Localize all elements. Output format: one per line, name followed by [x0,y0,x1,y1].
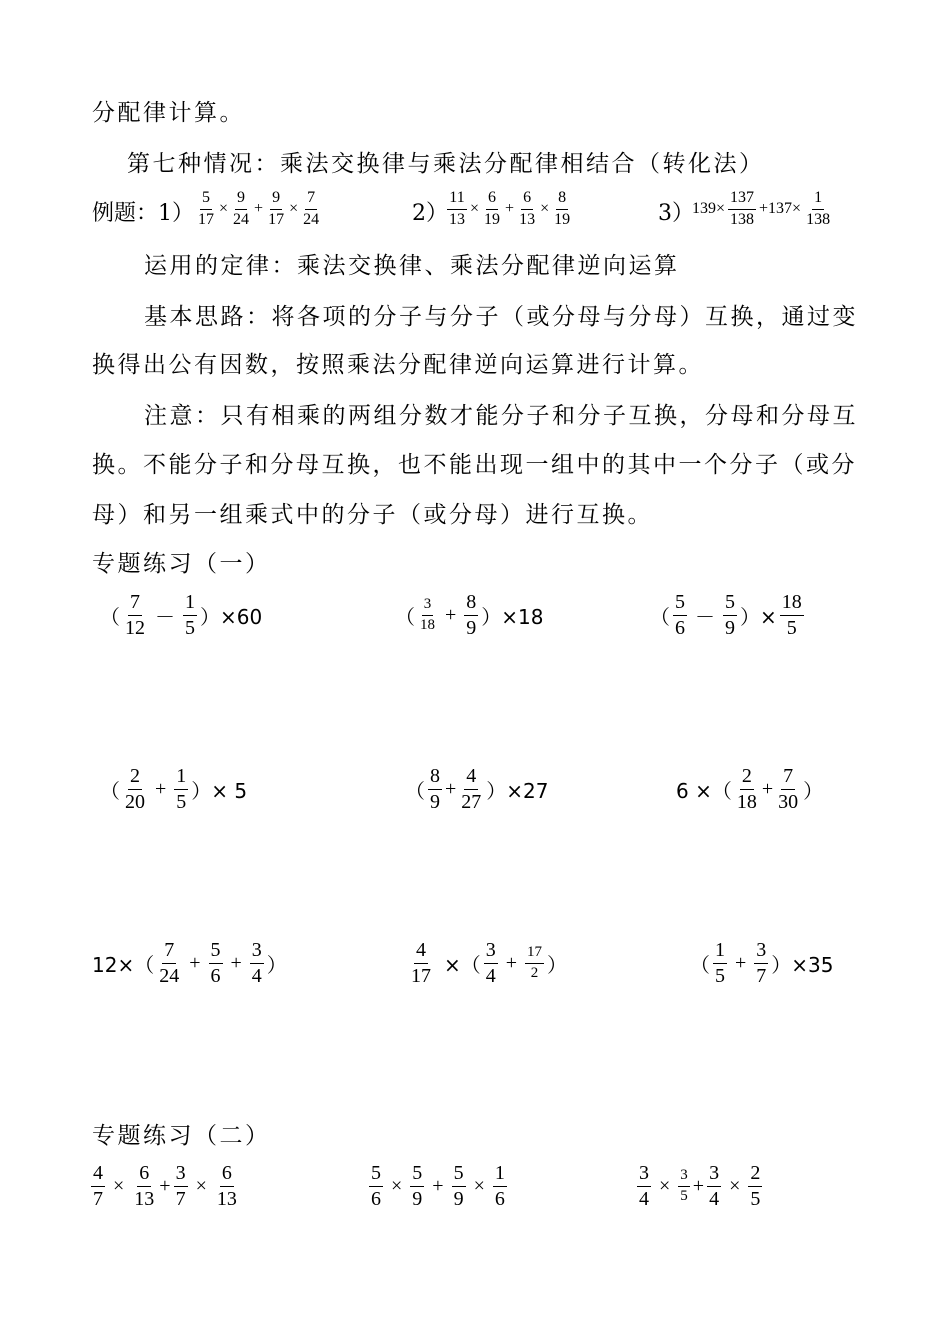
numerator: 3 [707,1163,721,1187]
operator-text: +137× [759,200,802,218]
numerator: 11 [447,190,466,210]
operator-text: （ [405,779,425,803]
denominator: 12 [125,617,145,639]
operator-text: × [729,1175,741,1197]
fraction [673,592,687,639]
practice-1-problem-7 [92,940,287,987]
denominator: 18 [420,617,435,633]
text-line-1: 分配律计算。 [92,100,245,126]
example-3-label: 3） [658,201,694,226]
numerator: 7 [781,766,795,790]
operator-text: × [113,1175,125,1197]
numerator: 5 [723,592,737,616]
numerator: 3 [678,1168,690,1187]
numerator: 6 [486,190,498,210]
operator-text: + [445,778,457,800]
operator-text: （ [100,605,120,629]
fraction [196,190,216,229]
fraction [713,940,727,987]
denominator: 138 [806,210,831,228]
denominator: 19 [484,210,501,228]
operator-text: （ [395,605,415,629]
numerator: 5 [209,940,223,964]
numerator: 3 [174,1163,188,1187]
fraction [428,766,442,813]
fraction [250,940,264,987]
operator-text: ）×27 [486,779,549,803]
operator-text: + [735,952,747,974]
numerator: 4 [464,766,478,790]
denominator: 19 [554,210,571,228]
fraction [91,1163,105,1210]
numerator: 6 [521,190,533,210]
fraction [678,1168,690,1205]
practice-1-problem-8 [406,940,567,987]
operator-text: + [159,1175,171,1197]
denominator: 18 [736,791,757,813]
operator-text: ）×60 [200,605,263,629]
denominator: 13 [519,210,536,228]
denominator: 4 [485,965,496,987]
fraction [215,1163,239,1210]
operator-text: ）×35 [771,953,834,977]
denominator: 24 [159,965,180,987]
fraction [183,592,197,639]
note-line-3: 母）和另一组乘式中的分子（或分母）进行互换。 [92,502,653,528]
example-label: 例题：1） [92,201,194,226]
example-2-label: 2） [412,201,448,226]
operator-text: ×（ [444,953,481,977]
operator-text: + [189,952,201,974]
operator-text: + [692,1175,705,1197]
operator-text: × [659,1175,671,1197]
operator-text: （ [650,605,670,629]
numerator: 1 [812,190,824,210]
denominator: 20 [125,791,145,813]
example-2-expression [444,190,575,229]
denominator: 5 [176,791,187,813]
numerator: 2 [128,766,142,790]
numerator: 4 [414,940,428,964]
denominator: 6 [494,1188,505,1210]
numerator: 3 [250,940,264,964]
fraction [517,190,537,229]
operator-text: × [289,200,299,218]
example-1-expression [193,190,324,229]
operator-text: 139× [692,200,726,218]
note-line-2: 换。不能分子和分母互换，也不能出现一组中的其中一个分子（或分 [92,452,857,478]
basic-idea-line-2: 换得出公有因数，按照乘法分配律逆向运算进行计算。 [92,352,704,378]
denominator: 5 [750,1188,761,1210]
practice-1-problem-9 [690,940,834,987]
denominator: 30 [778,791,799,813]
fraction [525,945,544,982]
fraction [484,940,498,987]
numerator: 6 [220,1163,234,1187]
denominator: 9 [725,617,735,639]
practice-1-problem-5 [405,766,549,813]
note-line-1: 注意：只有相乘的两组分数才能分子和分子互换，分母和分母互 [144,403,858,429]
practice-1-problem-6 [676,766,823,813]
fraction [369,1163,383,1210]
practice-1-problem-2 [395,592,544,639]
practice-2-problem-2 [366,1163,510,1210]
fraction [804,190,832,229]
numerator: 2 [740,766,754,790]
fraction [493,1163,507,1210]
numerator: 9 [270,190,282,210]
numerator: 6 [137,1163,151,1187]
numerator: 5 [452,1163,466,1187]
denominator: 9 [466,617,477,639]
fraction [447,190,467,229]
numerator: 7 [128,592,142,616]
numerator: 7 [162,940,176,964]
denominator: 6 [371,1188,381,1210]
example-3-expression [692,190,835,229]
numerator: 5 [410,1163,424,1187]
fraction [301,190,321,229]
practice-1-problem-1 [100,592,262,639]
practice-2-heading: 专题练习（二） [92,1123,271,1149]
operator-text: － [695,607,715,629]
operator-text: + [254,200,264,218]
practice-1-heading: 专题练习（一） [92,551,271,577]
fraction [123,766,147,813]
numerator: 137 [728,190,756,210]
fraction [123,592,147,639]
practice-1-problem-3 [650,592,807,639]
practice-2-problem-3 [634,1163,765,1210]
practice-1-problem-4 [100,766,247,813]
operator-text: × [391,1175,403,1197]
fraction [209,940,223,987]
fraction [776,766,800,813]
operator-text: ） [803,779,824,803]
fraction [409,940,433,987]
denominator: 13 [134,1188,155,1210]
operator-text: × [219,200,229,218]
numerator: 2 [748,1163,762,1187]
numerator: 17 [525,945,544,964]
denominator: 7 [93,1188,103,1210]
operator-text: ）× [740,605,777,629]
section-heading-seventh-case: 第七种情况：乘法交换律与乘法分配律相结合（转化法） [127,151,765,177]
fraction [459,766,483,813]
practice-2-problem-1 [88,1163,242,1210]
denominator: 7 [756,965,767,987]
operator-text: ） [547,953,568,977]
numerator: 3 [484,940,498,964]
denominator: 5 [786,617,797,639]
fraction [464,592,478,639]
fraction [735,766,759,813]
numerator: 8 [464,592,478,616]
denominator: 2 [530,965,539,981]
operator-text: × [195,1175,207,1197]
denominator: 17 [268,210,285,228]
denominator: 27 [461,791,482,813]
fraction [637,1163,651,1210]
denominator: 13 [216,1188,237,1210]
denominator: 24 [303,210,320,228]
operator-text: + [505,200,515,218]
denominator: 138 [730,210,755,228]
denominator: 13 [449,210,465,228]
operator-text: × [540,200,550,218]
denominator: 9 [430,791,440,813]
denominator: 17 [411,965,431,987]
numerator: 8 [428,766,442,790]
denominator: 9 [412,1188,423,1210]
numerator: 3 [754,940,768,964]
operator-text: － [155,607,175,629]
operator-text: ） [266,953,287,977]
numerator: 8 [556,190,568,210]
operator-text: + [230,952,242,974]
fraction [754,940,768,987]
operator-text: × [470,200,480,218]
numerator: 1 [493,1163,507,1187]
numerator: 3 [637,1163,651,1187]
numerator: 7 [305,190,317,210]
fraction [174,1163,188,1210]
denominator: 9 [453,1188,464,1210]
fraction [723,592,737,639]
operator-text: 12×（ [92,953,155,977]
basic-idea-line-1: 基本思路：将各项的分子与分子（或分母与分母）互换，通过变 [144,304,858,330]
numerator: 4 [91,1163,105,1187]
denominator: 5 [680,1188,688,1204]
operator-text: + [445,604,457,626]
fraction [132,1163,156,1210]
denominator: 5 [185,617,195,639]
numerator: 1 [174,766,188,790]
numerator: 5 [200,190,212,210]
fraction [410,1163,424,1210]
operator-text: ）× 5 [191,779,248,803]
denominator: 5 [715,965,725,987]
operator-text: + [505,952,518,974]
numerator: 1 [183,592,197,616]
denominator: 4 [639,1188,649,1210]
fraction [748,1163,762,1210]
operator-text: + [155,778,167,800]
fraction [728,190,756,229]
operator-text: + [761,778,774,800]
fraction [418,597,437,634]
denominator: 17 [198,210,214,228]
fraction [174,766,188,813]
fraction [707,1163,721,1210]
numerator: 3 [422,597,434,616]
denominator: 7 [175,1188,186,1210]
laws-used-line: 运用的定律：乘法交换律、乘法分配律逆向运算 [144,253,680,279]
operator-text: × [473,1175,485,1197]
numerator: 9 [235,190,247,210]
denominator: 4 [251,965,262,987]
fraction [266,190,286,229]
operator-text: ）×18 [481,605,544,629]
fraction [231,190,251,229]
fraction [482,190,502,229]
denominator: 24 [233,210,250,228]
operator-text: + [432,1175,444,1197]
numerator: 18 [780,592,804,616]
numerator: 5 [369,1163,383,1187]
denominator: 4 [709,1188,720,1210]
operator-text: （ [690,953,710,977]
denominator: 6 [675,617,685,639]
fraction [780,592,804,639]
numerator: 5 [673,592,687,616]
operator-text: （ [100,779,120,803]
fraction [452,1163,466,1210]
numerator: 1 [713,940,727,964]
operator-text: 6 ×（ [676,779,732,803]
denominator: 6 [210,965,221,987]
fraction [157,940,181,987]
fraction [552,190,572,229]
